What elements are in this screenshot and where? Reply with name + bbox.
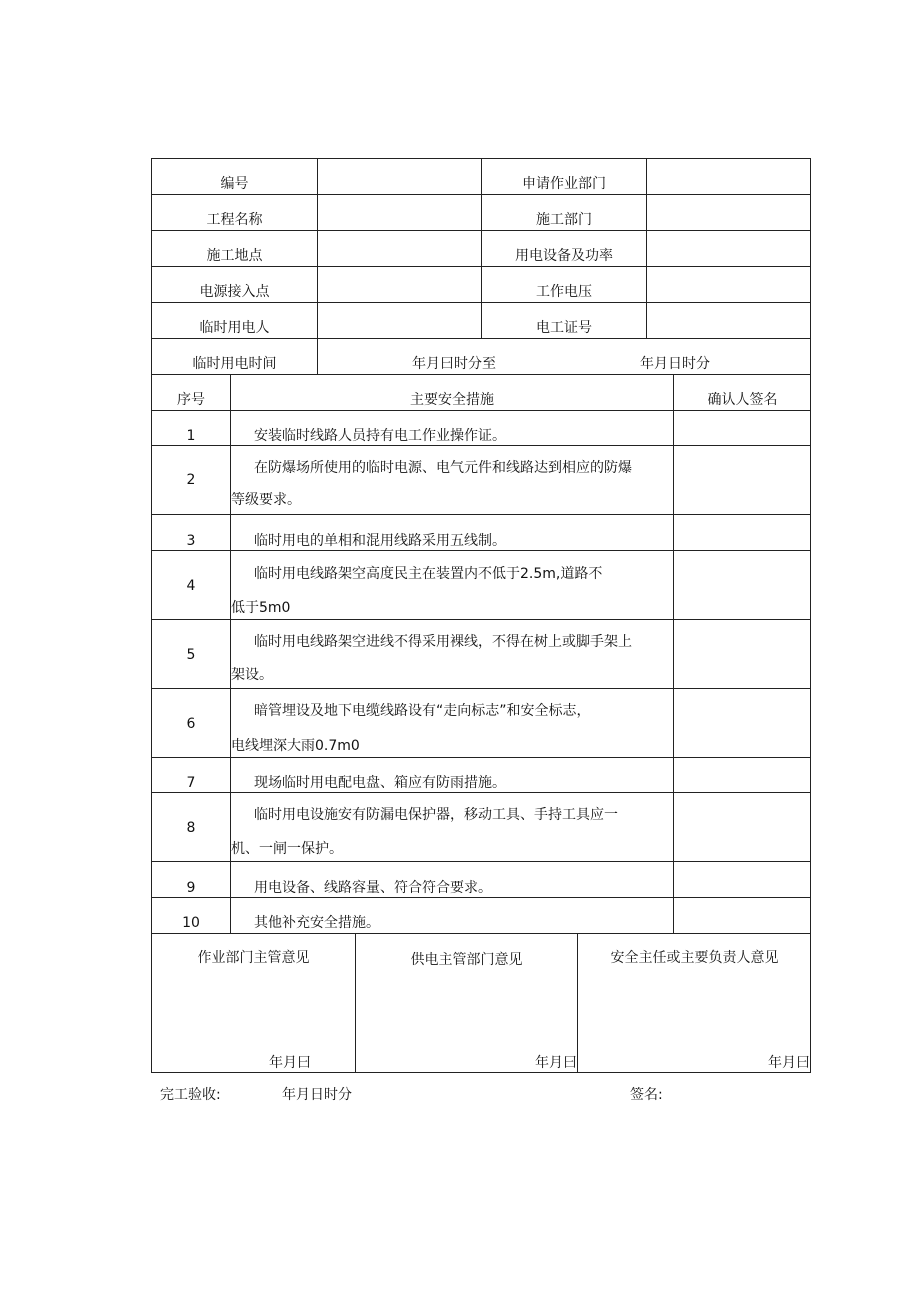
measure-text: 安装临时线路人员持有电工作业操作证。	[254, 428, 506, 444]
measure-no: 7	[186, 775, 196, 791]
measure-text: 临时用电的单相和混用线路采用五线制。	[254, 533, 506, 549]
row-divider	[151, 410, 811, 411]
header-label-project-name: 工程名称	[206, 212, 263, 228]
measure-text: 在防爆场所使用的临时电源、电气元件和线路达到相应的防爆	[254, 460, 632, 476]
row-divider	[151, 688, 811, 689]
measure-text-cont: 架设。	[231, 667, 273, 683]
measure-text: 用电设备、线路容量、符合符合要求。	[254, 880, 492, 896]
opinion-date-work-dept[interactable]: 年月曰	[269, 1055, 311, 1071]
row-divider	[151, 374, 811, 375]
measure-no: 3	[186, 533, 196, 549]
measure-text: 临时用电线路架空高度民主在装置内不低于2.5m,道路不	[254, 566, 603, 582]
row-divider	[151, 514, 811, 515]
measure-text-cont: 机、一闸一保护。	[231, 841, 343, 857]
measure-text-cont: 低于5m0	[231, 600, 291, 616]
measure-text-cont: 等级要求。	[231, 492, 301, 508]
measures-header-no: 序号	[177, 392, 205, 408]
header-label-power-access: 电源接入点	[199, 284, 270, 300]
measure-text: 暗管埋设及地下电缆线路设有“走向标志”和安全标志，	[254, 703, 591, 719]
measure-no: 1	[186, 428, 196, 444]
measure-text: 其他补充安全措施。	[254, 915, 380, 931]
opinion-title-safety: 安全主任或主要负责人意见	[610, 950, 779, 966]
measure-no: 8	[186, 820, 196, 836]
opinion-title-power-dept: 供电主管部门意见	[410, 952, 523, 968]
header-label-user: 临时用电人	[199, 320, 270, 336]
opinion-date-safety[interactable]: 年月曰	[768, 1055, 810, 1071]
measure-no: 6	[186, 716, 196, 732]
measure-no: 5	[186, 647, 196, 663]
measure-text: 临时用电线路架空进线不得采用裸线，不得在树上或脚手架上	[254, 634, 632, 650]
time-to[interactable]: 年月日时分	[640, 356, 710, 372]
measure-no: 4	[186, 578, 196, 594]
completion-time[interactable]: 年月日时分	[282, 1087, 352, 1103]
time-from[interactable]: 年月曰时分至	[412, 356, 496, 372]
header-label-equipment-power: 用电设备及功率	[515, 248, 613, 264]
measure-text: 临时用电设施安有防漏电保护器，移动工具、手持工具应一	[254, 807, 618, 823]
header-label-number: 编号	[220, 176, 249, 192]
header-label-construction-dept: 施工部门	[536, 212, 592, 228]
time-label: 临时用电时间	[192, 356, 277, 372]
row-divider	[151, 338, 811, 339]
row-divider	[151, 792, 811, 793]
opinion-title-work-dept: 作业部门主管意见	[197, 950, 310, 966]
opinion-date-power-dept[interactable]: 年月曰	[535, 1055, 577, 1071]
col-divider	[317, 158, 318, 374]
measure-text-cont: 电线埋深大雨0.7m0	[231, 738, 360, 754]
row-divider	[151, 445, 811, 446]
signature-label: 签名:	[630, 1087, 663, 1103]
measures-header-confirm: 确认人签名	[707, 392, 778, 408]
header-label-site: 施工地点	[206, 248, 263, 264]
measure-text: 现场临时用电配电盘、箱应有防雨措施。	[254, 775, 506, 791]
measure-no: 9	[186, 880, 196, 896]
measure-no: 10	[182, 915, 200, 931]
row-divider	[151, 757, 811, 758]
completion-label: 完工验收:	[160, 1087, 221, 1103]
row-divider	[151, 619, 811, 620]
header-label-voltage: 工作电压	[536, 284, 592, 300]
row-divider	[151, 933, 811, 934]
col-divider	[646, 158, 647, 338]
header-label-applicant-dept: 申请作业部门	[522, 176, 606, 192]
measures-header-measure: 主要安全措施	[410, 392, 494, 408]
row-divider	[151, 550, 811, 551]
header-label-electrician-cert: 电工证号	[536, 320, 592, 336]
col-divider	[673, 374, 674, 933]
row-divider	[151, 897, 811, 898]
measure-no: 2	[186, 472, 196, 488]
row-divider	[151, 861, 811, 862]
